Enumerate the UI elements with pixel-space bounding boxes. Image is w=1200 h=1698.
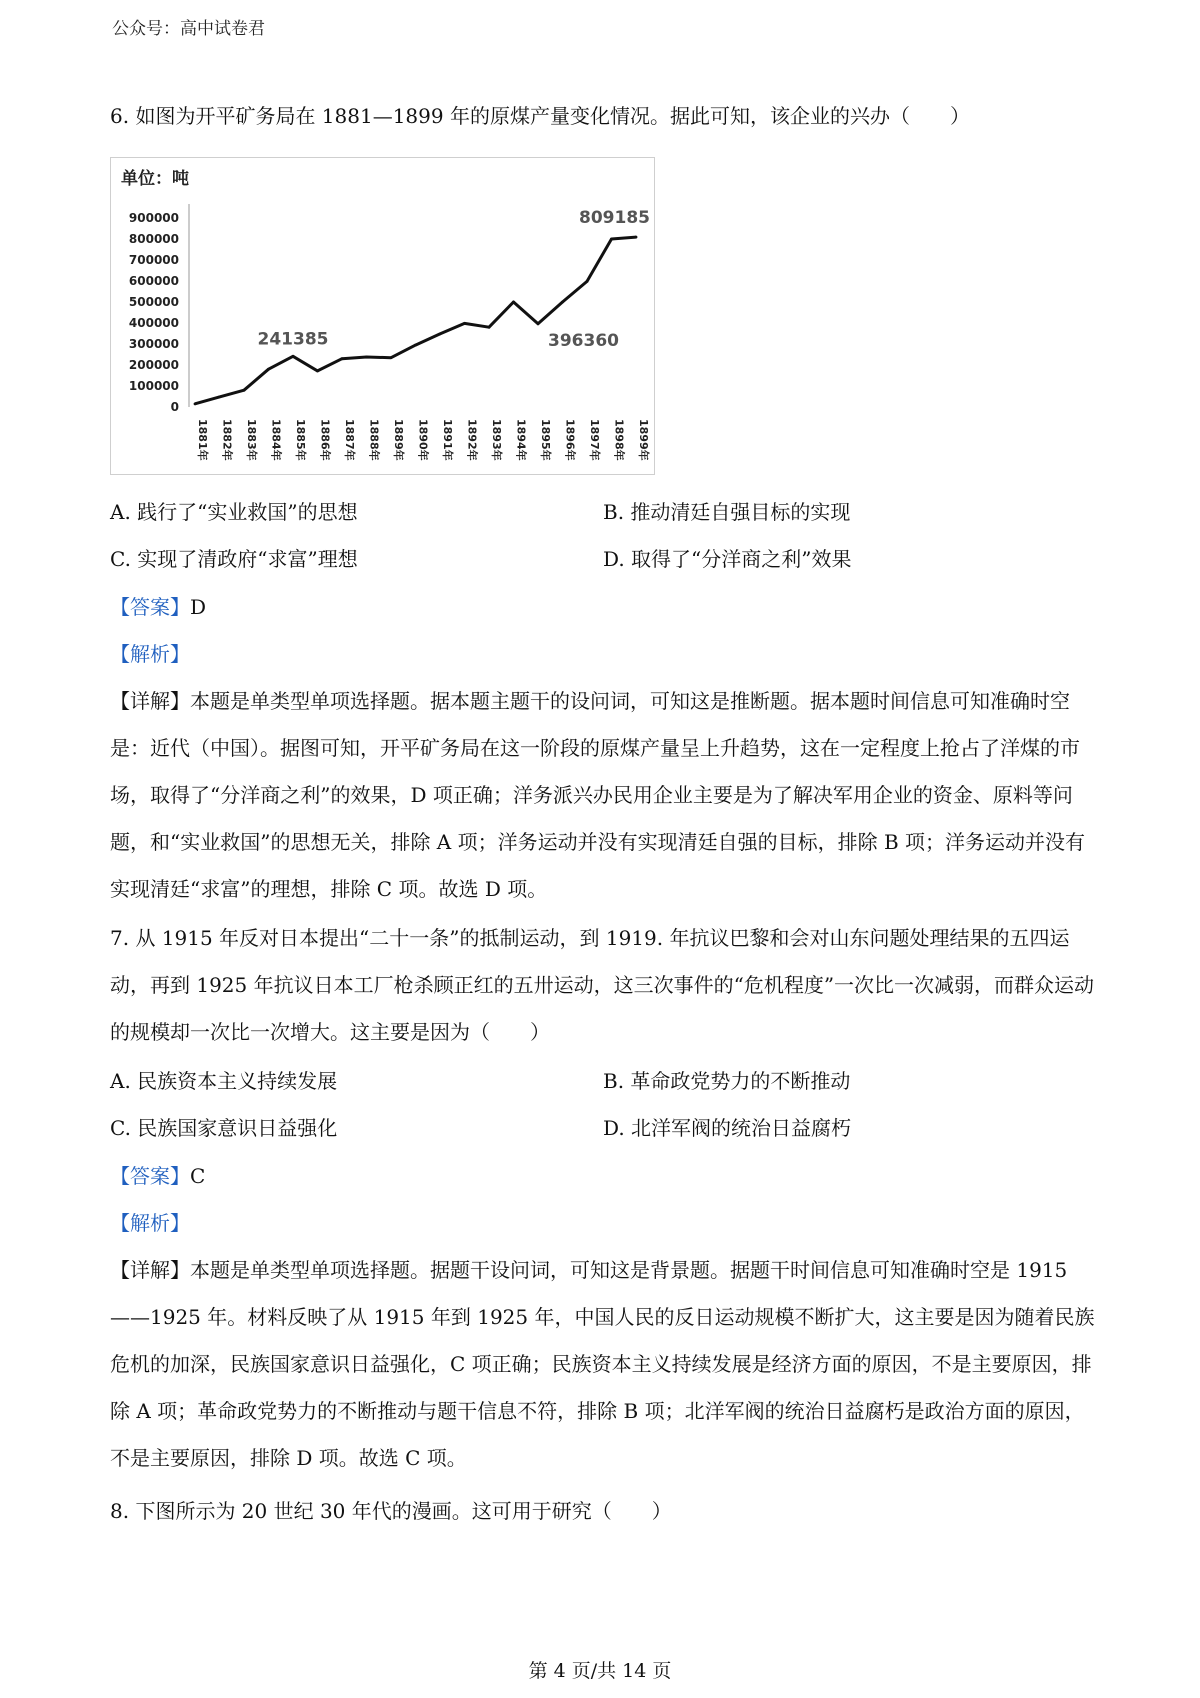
q7-analysis	[110, 1209, 190, 1237]
x-tick-label: 1897年	[588, 419, 601, 461]
data-point	[267, 368, 270, 371]
x-tick-label: 1895年	[539, 419, 552, 461]
data-point	[512, 301, 515, 304]
y-tick-label: 600000	[128, 274, 179, 288]
chart-svg	[111, 158, 654, 474]
data-point	[561, 301, 564, 304]
answer-value: C	[190, 1164, 206, 1188]
x-tick-label: 1899年	[637, 419, 650, 461]
data-point	[488, 326, 491, 329]
x-tick-label: 1887年	[343, 419, 356, 461]
x-tick-label: 1885年	[294, 419, 307, 461]
data-point	[390, 356, 393, 359]
data-point	[414, 344, 417, 347]
x-tick-label: 1882年	[220, 419, 234, 461]
q7-option-c: C. 民族国家意识日益强化	[110, 1116, 338, 1140]
data-point	[365, 356, 368, 359]
x-tick-label: 1898年	[612, 419, 626, 461]
data-point	[218, 396, 221, 399]
data-point	[635, 236, 638, 239]
coal-output-chart	[110, 157, 655, 475]
q6-detail	[110, 678, 1100, 913]
detail-tag: 【详解】	[110, 689, 190, 713]
detail-text: 本题是单类型单项选择题。据本题主题干的设问词，可知这是推断题。据本题时间信息可知准确时空是：近代（中国）。据图可知，开平矿务局在这一阶段的原煤产量呈上升趋势，这在一定程度上抢占了洋煤的市场，取得了“分洋商之利”的效果，D 项正确；洋务派兴办民用企业主要是为了解决军用企业的资金、原料等问题，和“实业救国”的思想无关，排除 A 项；洋务运动并没有实现清廷自强的目标，排除 B 项；洋务运动并没有实现清廷“求富”的理想，排除 C 项。故选 D 项。	[110, 689, 1086, 901]
question-8-stem: 8. 下图所示为 20 世纪 30 年代的漫画。这可用于研究（ ）	[110, 1499, 672, 1523]
q7-option-b: B. 革命政党势力的不断推动	[603, 1069, 851, 1093]
q7-option-d: D. 北洋军阀的统治日益腐朽	[603, 1116, 852, 1140]
y-tick-label: 700000	[128, 253, 179, 267]
page-footer: 第 4 页/共 14 页	[528, 1660, 672, 1682]
q6-analysis	[110, 640, 190, 668]
chart-title: 单位：吨	[121, 169, 189, 189]
data-label: 809185	[579, 208, 650, 229]
page-header: 公众号：高中试卷君	[112, 19, 265, 39]
y-tick-label: 200000	[128, 358, 179, 372]
y-tick-label: 300000	[128, 337, 179, 351]
q6-answer	[110, 593, 206, 621]
data-point	[439, 333, 442, 336]
y-tick-label: 400000	[128, 316, 179, 330]
y-tick-label: 500000	[128, 295, 179, 309]
data-point	[194, 402, 197, 405]
analysis-tag: 【解析】	[110, 1211, 190, 1235]
y-tick-label: 900000	[128, 211, 179, 225]
x-tick-label: 1891年	[441, 419, 454, 461]
x-tick-label: 1884年	[269, 419, 283, 461]
q6-option-a: A. 践行了“实业救国”的思想	[110, 500, 358, 524]
x-tick-label: 1894年	[514, 419, 528, 461]
question-6-stem: 6. 如图为开平矿务局在 1881—1899 年的原煤产量变化情况。据此可知，该企业的兴办（ ）	[110, 104, 970, 128]
q7-option-a: A. 民族资本主义持续发展	[110, 1069, 338, 1093]
question-7-stem: 7. 从 1915 年反对日本提出“二十一条”的抵制运动，到 1919. 年抗议巴黎和会对山东问题处理结果的五四运动，再到 1925 年抗议日本工厂枪杀顾正红的五卅运动，这三次事件的“危机程度”一次比一次减弱，而群众运动的规模却一次比一次增大。这主要是因为（ ）	[110, 926, 1095, 1044]
x-tick-label: 1890年	[416, 419, 430, 461]
y-tick-label: 0	[170, 400, 179, 414]
data-point	[463, 322, 466, 325]
answer-tag: 【答案】	[110, 1164, 190, 1188]
data-point	[292, 355, 295, 358]
q7-detail	[110, 1247, 1100, 1482]
answer-value: D	[190, 595, 207, 619]
data-label: 396360	[548, 330, 619, 351]
y-tick-label: 100000	[128, 379, 179, 393]
x-tick-label: 1888年	[367, 419, 381, 461]
data-label: 241385	[257, 329, 329, 350]
detail-text: 本题是单类型单项选择题。据题干设问词，可知这是背景题。据题干时间信息可知准确时空是 1915——1925 年。材料反映了从 1915 年到 1925 年，中国人民的反日运动规模不断扩大，这主要是因为随着民族危机的加深，民族国家意识日益强化，C 项正确；民族资本主义持续发展是经济方面的原因，不是主要原因，排除 A 项；革命政党势力的不断推动与题干信息不符，排除 B 项；北洋军阀的统治日益腐朽是政治方面的原因，不是主要原因，排除 D 项。故选 C 项。	[110, 1258, 1095, 1470]
answer-tag: 【答案】	[110, 595, 190, 619]
data-line-series	[195, 237, 636, 404]
x-tick-label: 1889年	[392, 419, 405, 461]
x-tick-label: 1892年	[465, 419, 479, 461]
q6-option-c: C. 实现了清政府“求富”理想	[110, 547, 358, 571]
detail-tag: 【详解】	[110, 1258, 190, 1282]
q7-answer	[110, 1162, 205, 1190]
data-point	[341, 357, 344, 360]
y-tick-label: 800000	[128, 232, 179, 246]
analysis-tag: 【解析】	[110, 642, 190, 666]
x-tick-label: 1881年	[196, 419, 209, 461]
data-point	[537, 322, 540, 325]
x-tick-label: 1896年	[563, 419, 577, 461]
data-point	[243, 389, 246, 392]
q6-option-d: D. 取得了“分洋商之利”效果	[603, 547, 852, 571]
x-tick-label: 1883年	[245, 419, 258, 461]
data-point	[586, 280, 589, 283]
data-point	[316, 369, 319, 372]
x-tick-label: 1893年	[490, 419, 503, 461]
x-tick-label: 1886年	[318, 419, 332, 461]
data-point	[610, 238, 613, 241]
q6-option-b: B. 推动清廷自强目标的实现	[603, 500, 851, 524]
